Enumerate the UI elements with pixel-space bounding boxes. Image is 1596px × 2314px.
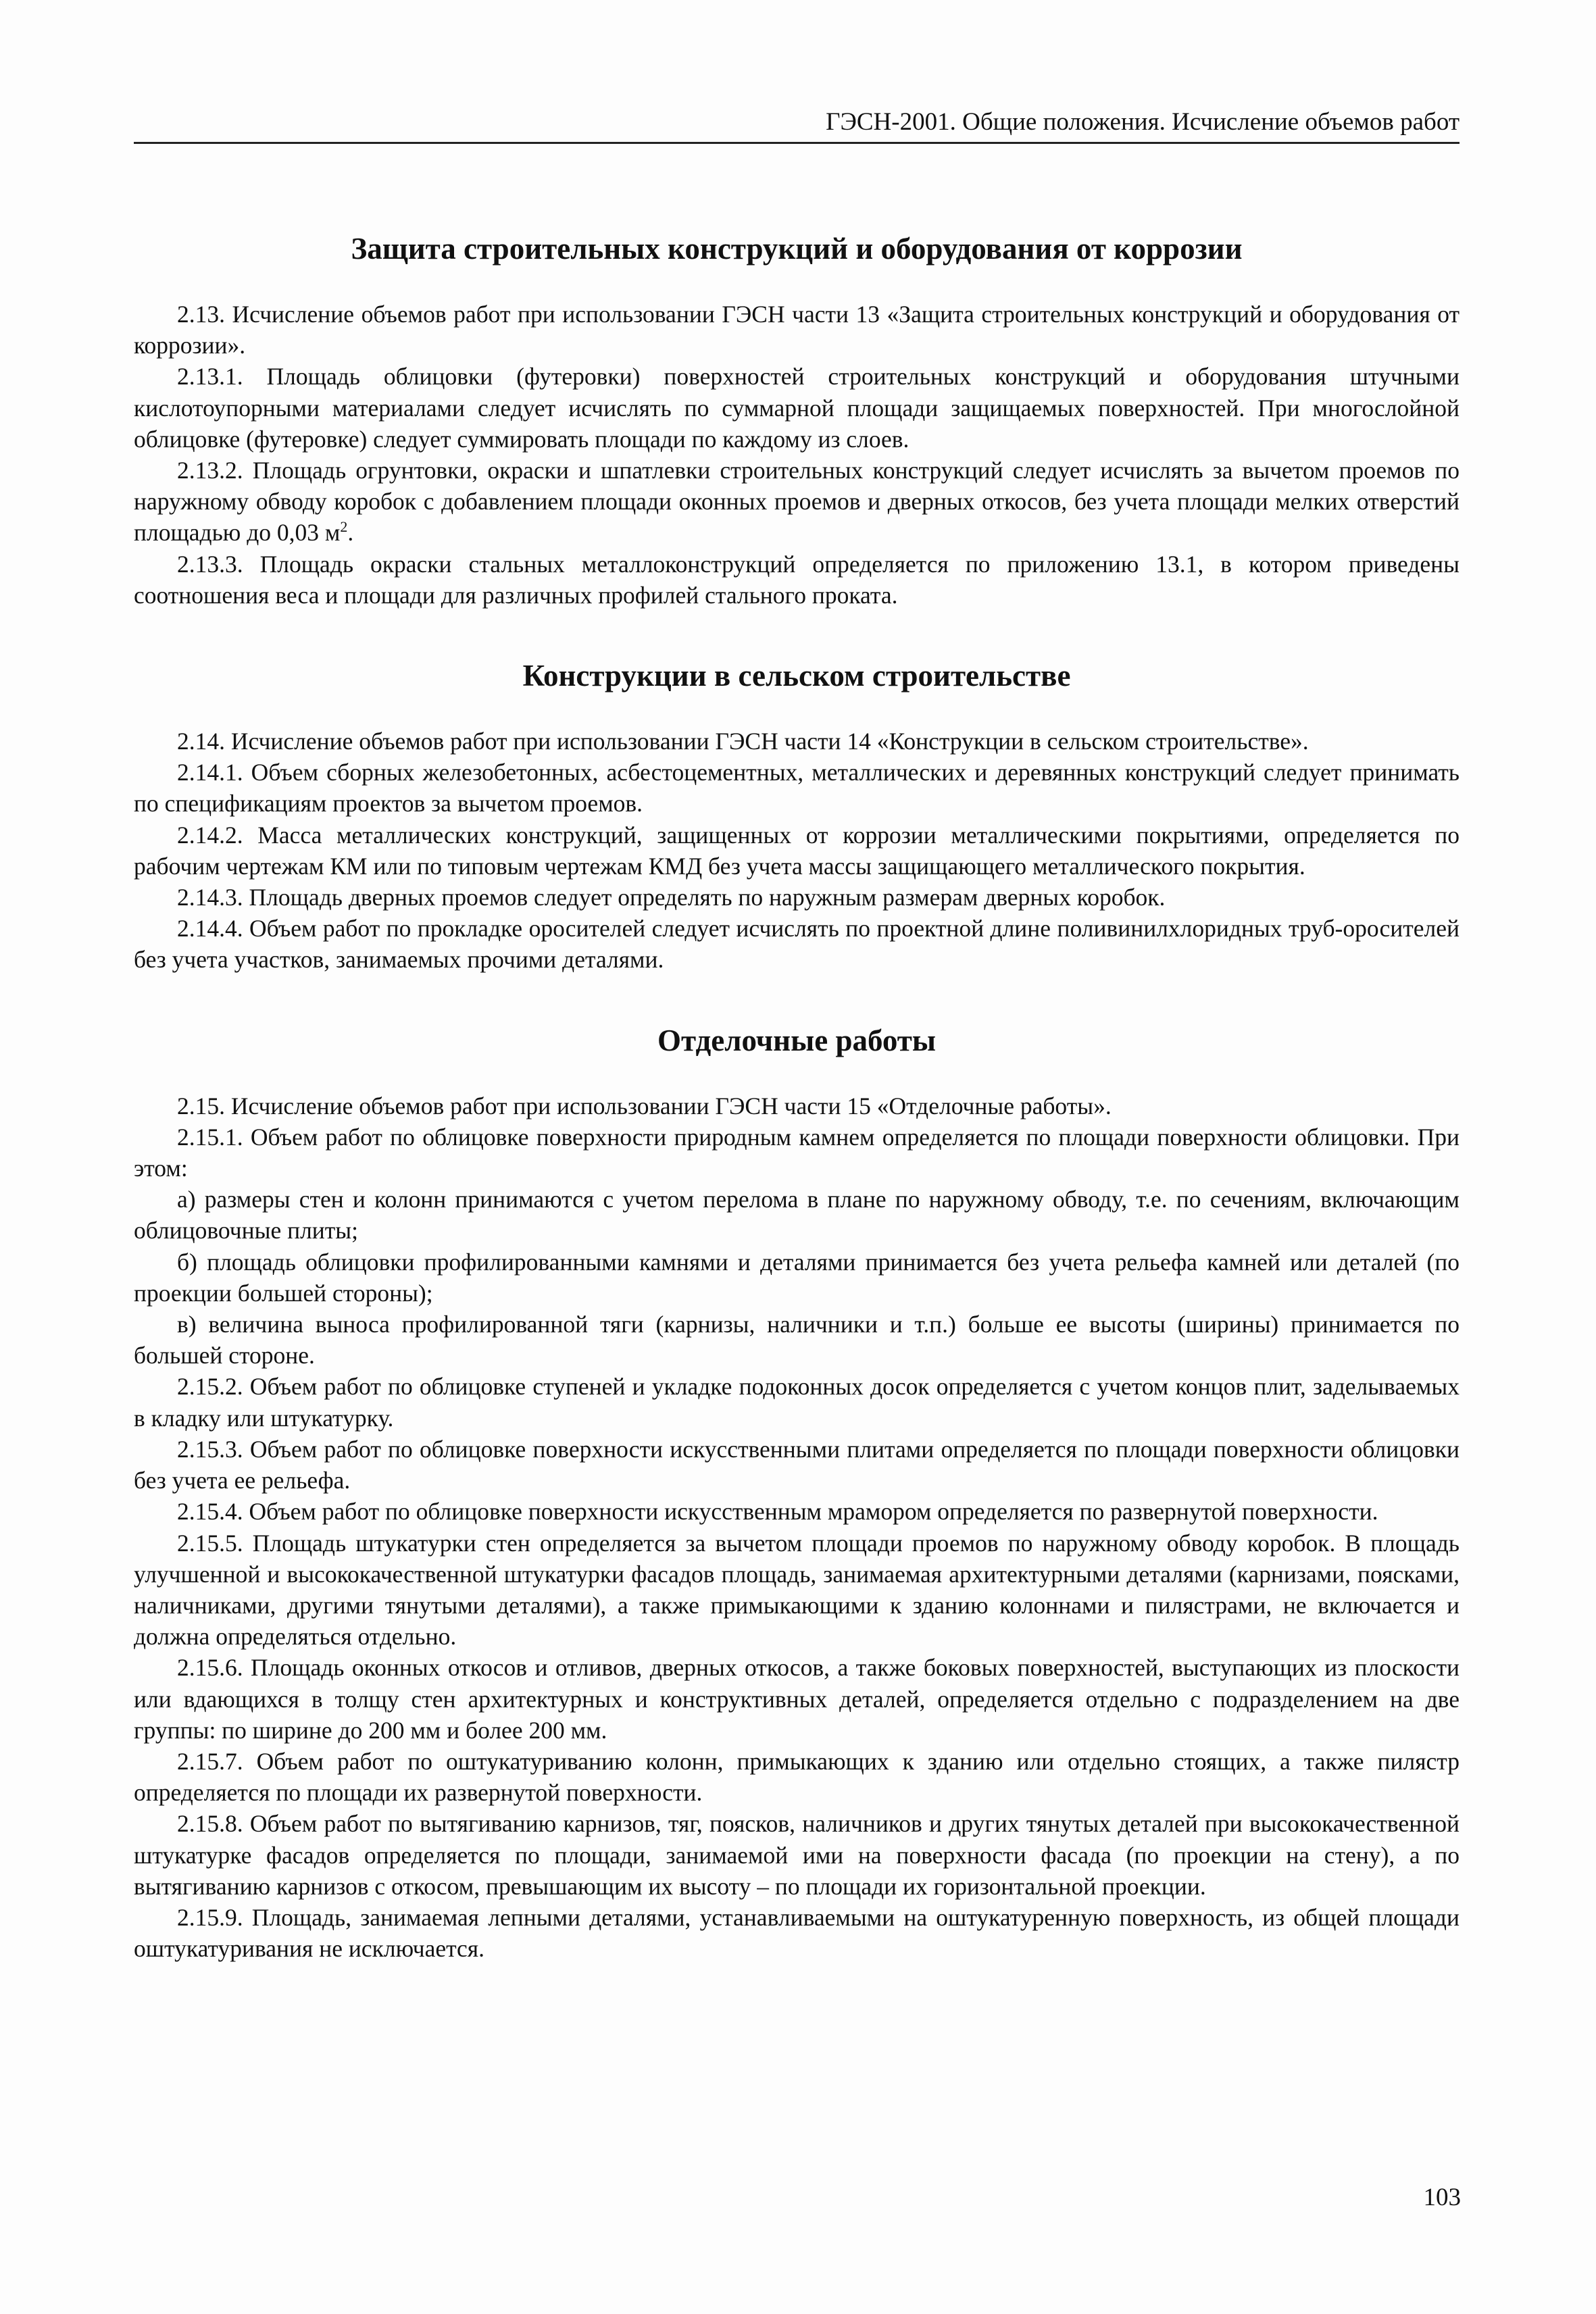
- running-header: ГЭСН-2001. Общие положения. Исчисление объемов работ: [134, 107, 1460, 144]
- paragraph-tail: .: [347, 519, 354, 547]
- paragraph: 2.14.2. Масса металлических конструкций, защищенных от коррозии металлическими покрытиями, определяется по рабочим чертежам КМ или по типовым чертежам КМД без учета массы защищающего металлического покрытия.: [134, 821, 1460, 880]
- section-finishing-works: [134, 1022, 1460, 1965]
- paragraph: 2.14. Исчисление объемов работ при использовании ГЭСН части 14 «Конструкции в сельском строительстве».: [177, 728, 1309, 755]
- paragraph: 2.15.1. Объем работ по облицовке поверхности природным камнем определяется по площади поверхности облицовки. При этом:: [134, 1123, 1460, 1182]
- section-title: Отделочные работы: [657, 1023, 937, 1057]
- paragraph: 2.15. Исчисление объемов работ при использовании ГЭСН части 15 «Отделочные работы».: [177, 1092, 1112, 1120]
- paragraph: 2.15.2. Объем работ по облицовке ступеней и укладке подоконных досок определяется с учетом концов плит, заделываемых в кладку или штукатурку.: [134, 1373, 1460, 1432]
- paragraph: 2.15.6. Площадь оконных откосов и отливов, дверных откосов, а также боковых поверхностей, выступающих из плоскости или вдающихся в толщу стен архитектурных и конструктивных деталей, определяется отдельно с подразделением на две группы: по ширине до 200 мм и более 200 мм.: [134, 1654, 1460, 1744]
- section-title: Конструкции в сельском строительстве: [522, 659, 1071, 693]
- page-content: [134, 230, 1460, 2010]
- paragraph: 2.15.8. Объем работ по вытягиванию карнизов, тяг, поясков, наличников и других тянутых деталей при высококачественной штукатурке фасадов определяется по площади, занимаемой ими на поверхности фасада (по проекции на стену), а по вытягиванию карнизов с откосом, превышающим их высоту – по площади их горизонтальной проекции.: [134, 1810, 1460, 1900]
- paragraph-text: 2.13.2. Площадь огрунтовки, окраски и шпатлевки строительных конструкций следует исчислять за вычетом проемов по наружному обводу коробок с добавлением площади оконных проемов и дверных откосов, без учета площади мелких отверстий площадью до 0,03 м: [134, 457, 1460, 547]
- paragraph: [134, 455, 1460, 549]
- paragraph: 2.14.3. Площадь дверных проемов следует определять по наружным размерам дверных коробок.: [177, 884, 1166, 911]
- paragraph: 2.13. Исчисление объемов работ при использовании ГЭСН части 13 «Защита строительных конструкций и оборудования от коррозии».: [134, 301, 1460, 359]
- paragraph: 2.15.7. Объем работ по оштукатуриванию колонн, примыкающих к зданию или отдельно стоящих, а также пилястр определяется по площади их развернутой поверхности.: [134, 1747, 1460, 1807]
- section-title: Защита строительных конструкций и оборудования от коррозии: [351, 232, 1243, 266]
- page-number: 103: [1423, 2184, 1461, 2211]
- paragraph: 2.15.5. Площадь штукатурки стен определяется за вычетом площади проемов по наружному обводу коробок. В площадь улучшенной и высококачественной штукатурки фасадов площадь, занимаемая архитектурными деталями (карнизами, поясками, наличниками, другими тянутыми деталями), а также примыкающими к зданию колоннами и пилястрами, не включается и должна определяться отдельно.: [134, 1529, 1460, 1651]
- paragraph: 2.14.4. Объем работ по прокладке оросителей следует исчислять по проектной длине поливинилхлоридных труб-оросителей без учета участков, занимаемых прочими деталями.: [134, 915, 1460, 974]
- paragraph: 2.13.3. Площадь окраски стальных металлоконструкций определяется по приложению 13.1, в котором приведены соотношения веса и площади для различных профилей стального проката.: [134, 550, 1460, 609]
- paragraph: б) площадь облицовки профилированными камнями и деталями принимается без учета рельефа камней или деталей (по проекции большей стороны);: [134, 1248, 1460, 1307]
- paragraph: 2.15.9. Площадь, занимаемая лепными деталями, устанавливаемыми на оштукатуренную поверхность, из общей площади оштукатуривания не исключается.: [134, 1903, 1460, 1963]
- paragraph: а) размеры стен и колонн принимаются с учетом перелома в плане по наружному обводу, т.е. по сечениям, включающим облицовочные плиты;: [134, 1186, 1460, 1244]
- section-rural-construction: [134, 657, 1460, 976]
- superscript: 2: [340, 518, 348, 536]
- paragraph: 2.15.4. Объем работ по облицовке поверхности искусственным мрамором определяется по развернутой поверхности.: [177, 1498, 1378, 1526]
- paragraph: в) величина выноса профилированной тяги (карнизы, наличники и т.п.) больше ее высоты (ширины) принимается по большей стороне.: [134, 1311, 1460, 1369]
- paragraph: 2.14.1. Объем сборных железобетонных, асбестоцементных, металлических и деревянных конструкций следует принимать по спецификациям проектов за вычетом проемов.: [134, 759, 1460, 818]
- section-corrosion-protection: [134, 230, 1460, 611]
- paragraph: 2.15.3. Объем работ по облицовке поверхности искусственными плитами определяется по площади поверхности облицовки без учета ее рельефа.: [134, 1435, 1460, 1494]
- paragraph: 2.13.1. Площадь облицовки (футеровки) поверхностей строительных конструкций и оборудования штучными кислотоупорными материалами следует исчислять по суммарной площади защищаемых поверхностей. При многослойной облицовке (футеровке) следует суммировать площади по каждому из слоев.: [134, 363, 1460, 453]
